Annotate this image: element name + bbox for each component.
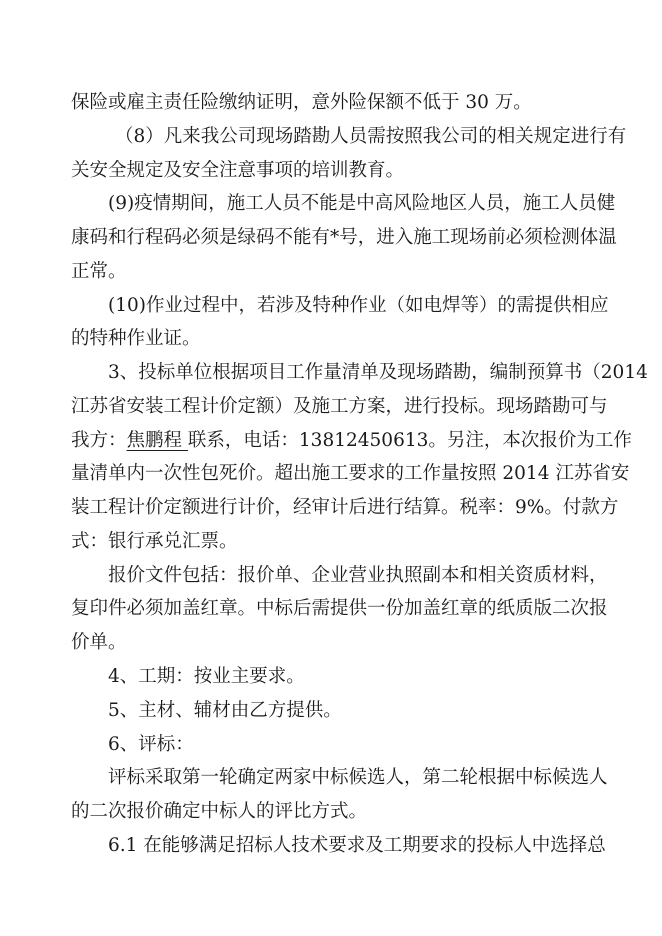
text-line — [71, 86, 593, 120]
line-text: 的二次报价确定中标人的评比方式。 — [71, 801, 368, 823]
text-line — [71, 728, 593, 762]
text-line — [71, 356, 648, 390]
line-prefix: 我方： — [71, 429, 127, 451]
line-text: 3、投标单位根据项目工作量清单及现场踏勘，编制预算书（2014 — [108, 362, 648, 384]
line-text: 装工程计价定额进行计价，经审计后进行结算。税率：9%。付款方 — [71, 497, 619, 519]
text-line — [71, 424, 632, 458]
line-text: 关安全规定及安全注意事项的培训教育。 — [71, 159, 405, 181]
line-text: 报价文件包括：报价单、企业营业执照副本和相关资质材料， — [108, 564, 608, 586]
line-text: 康码和行程码必须是绿码不能有*号，进入施工现场前必须检测体温 — [71, 227, 617, 249]
text-line — [71, 289, 609, 323]
text-line — [71, 154, 593, 188]
text-line — [71, 187, 616, 221]
text-line — [71, 829, 606, 863]
contact-name: 焦鹏程 — [126, 429, 188, 451]
text-line — [71, 694, 593, 728]
document-body — [71, 86, 648, 863]
text-line — [71, 626, 593, 660]
line-text: 联系，电话：13812450613。另注，本次报价为工作 — [187, 429, 632, 451]
text-line — [71, 491, 619, 525]
line-text: （8）凡来我公司现场踏勘人员需按照我公司的相关规定进行有 — [115, 125, 627, 147]
line-text: 4、工期：按业主要求。 — [108, 666, 305, 688]
line-text: 价单。 — [71, 632, 127, 654]
text-line — [71, 221, 617, 255]
line-text: (9)疫情期间，施工人员不能是中高风险地区人员，施工人员健 — [108, 193, 616, 215]
text-line — [71, 660, 593, 694]
line-text: 评标采取第一轮确定两家中标候选人，第二轮根据中标候选人 — [108, 767, 608, 789]
text-line — [71, 120, 627, 154]
line-text: 江苏省安装工程计价定额）及施工方案，进行投标。现场踏勘可与 — [71, 395, 608, 417]
line-text: 6.1 在能够满足招标人技术要求及工期要求的投标人中选择总 — [108, 834, 606, 856]
text-line — [71, 255, 593, 289]
line-text: (10)作业过程中，若涉及特种作业（如电焊等）的需提供相应 — [108, 294, 609, 316]
line-text: 量清单内一次性包死价。超出施工要求的工作量按照 2014 江苏省安 — [71, 463, 630, 485]
text-line — [71, 795, 593, 829]
text-line — [71, 457, 630, 491]
text-line — [71, 559, 608, 593]
line-text: 的特种作业证。 — [71, 328, 201, 350]
line-text: 6、评标： — [108, 733, 194, 755]
text-line — [71, 390, 608, 424]
text-line — [71, 592, 608, 626]
text-line — [71, 525, 593, 559]
text-line — [71, 761, 608, 795]
line-text: 式：银行承兑汇票。 — [71, 530, 238, 552]
line-text: 5、主材、辅材由乙方提供。 — [108, 699, 342, 721]
line-text: 复印件必须加盖红章。中标后需提供一份加盖红章的纸质版二次报 — [71, 598, 608, 620]
text-line — [71, 322, 593, 356]
line-text: 正常。 — [71, 260, 127, 282]
line-text: 保险或雇主责任险缴纳证明，意外险保额不低于 30 万。 — [71, 92, 532, 113]
